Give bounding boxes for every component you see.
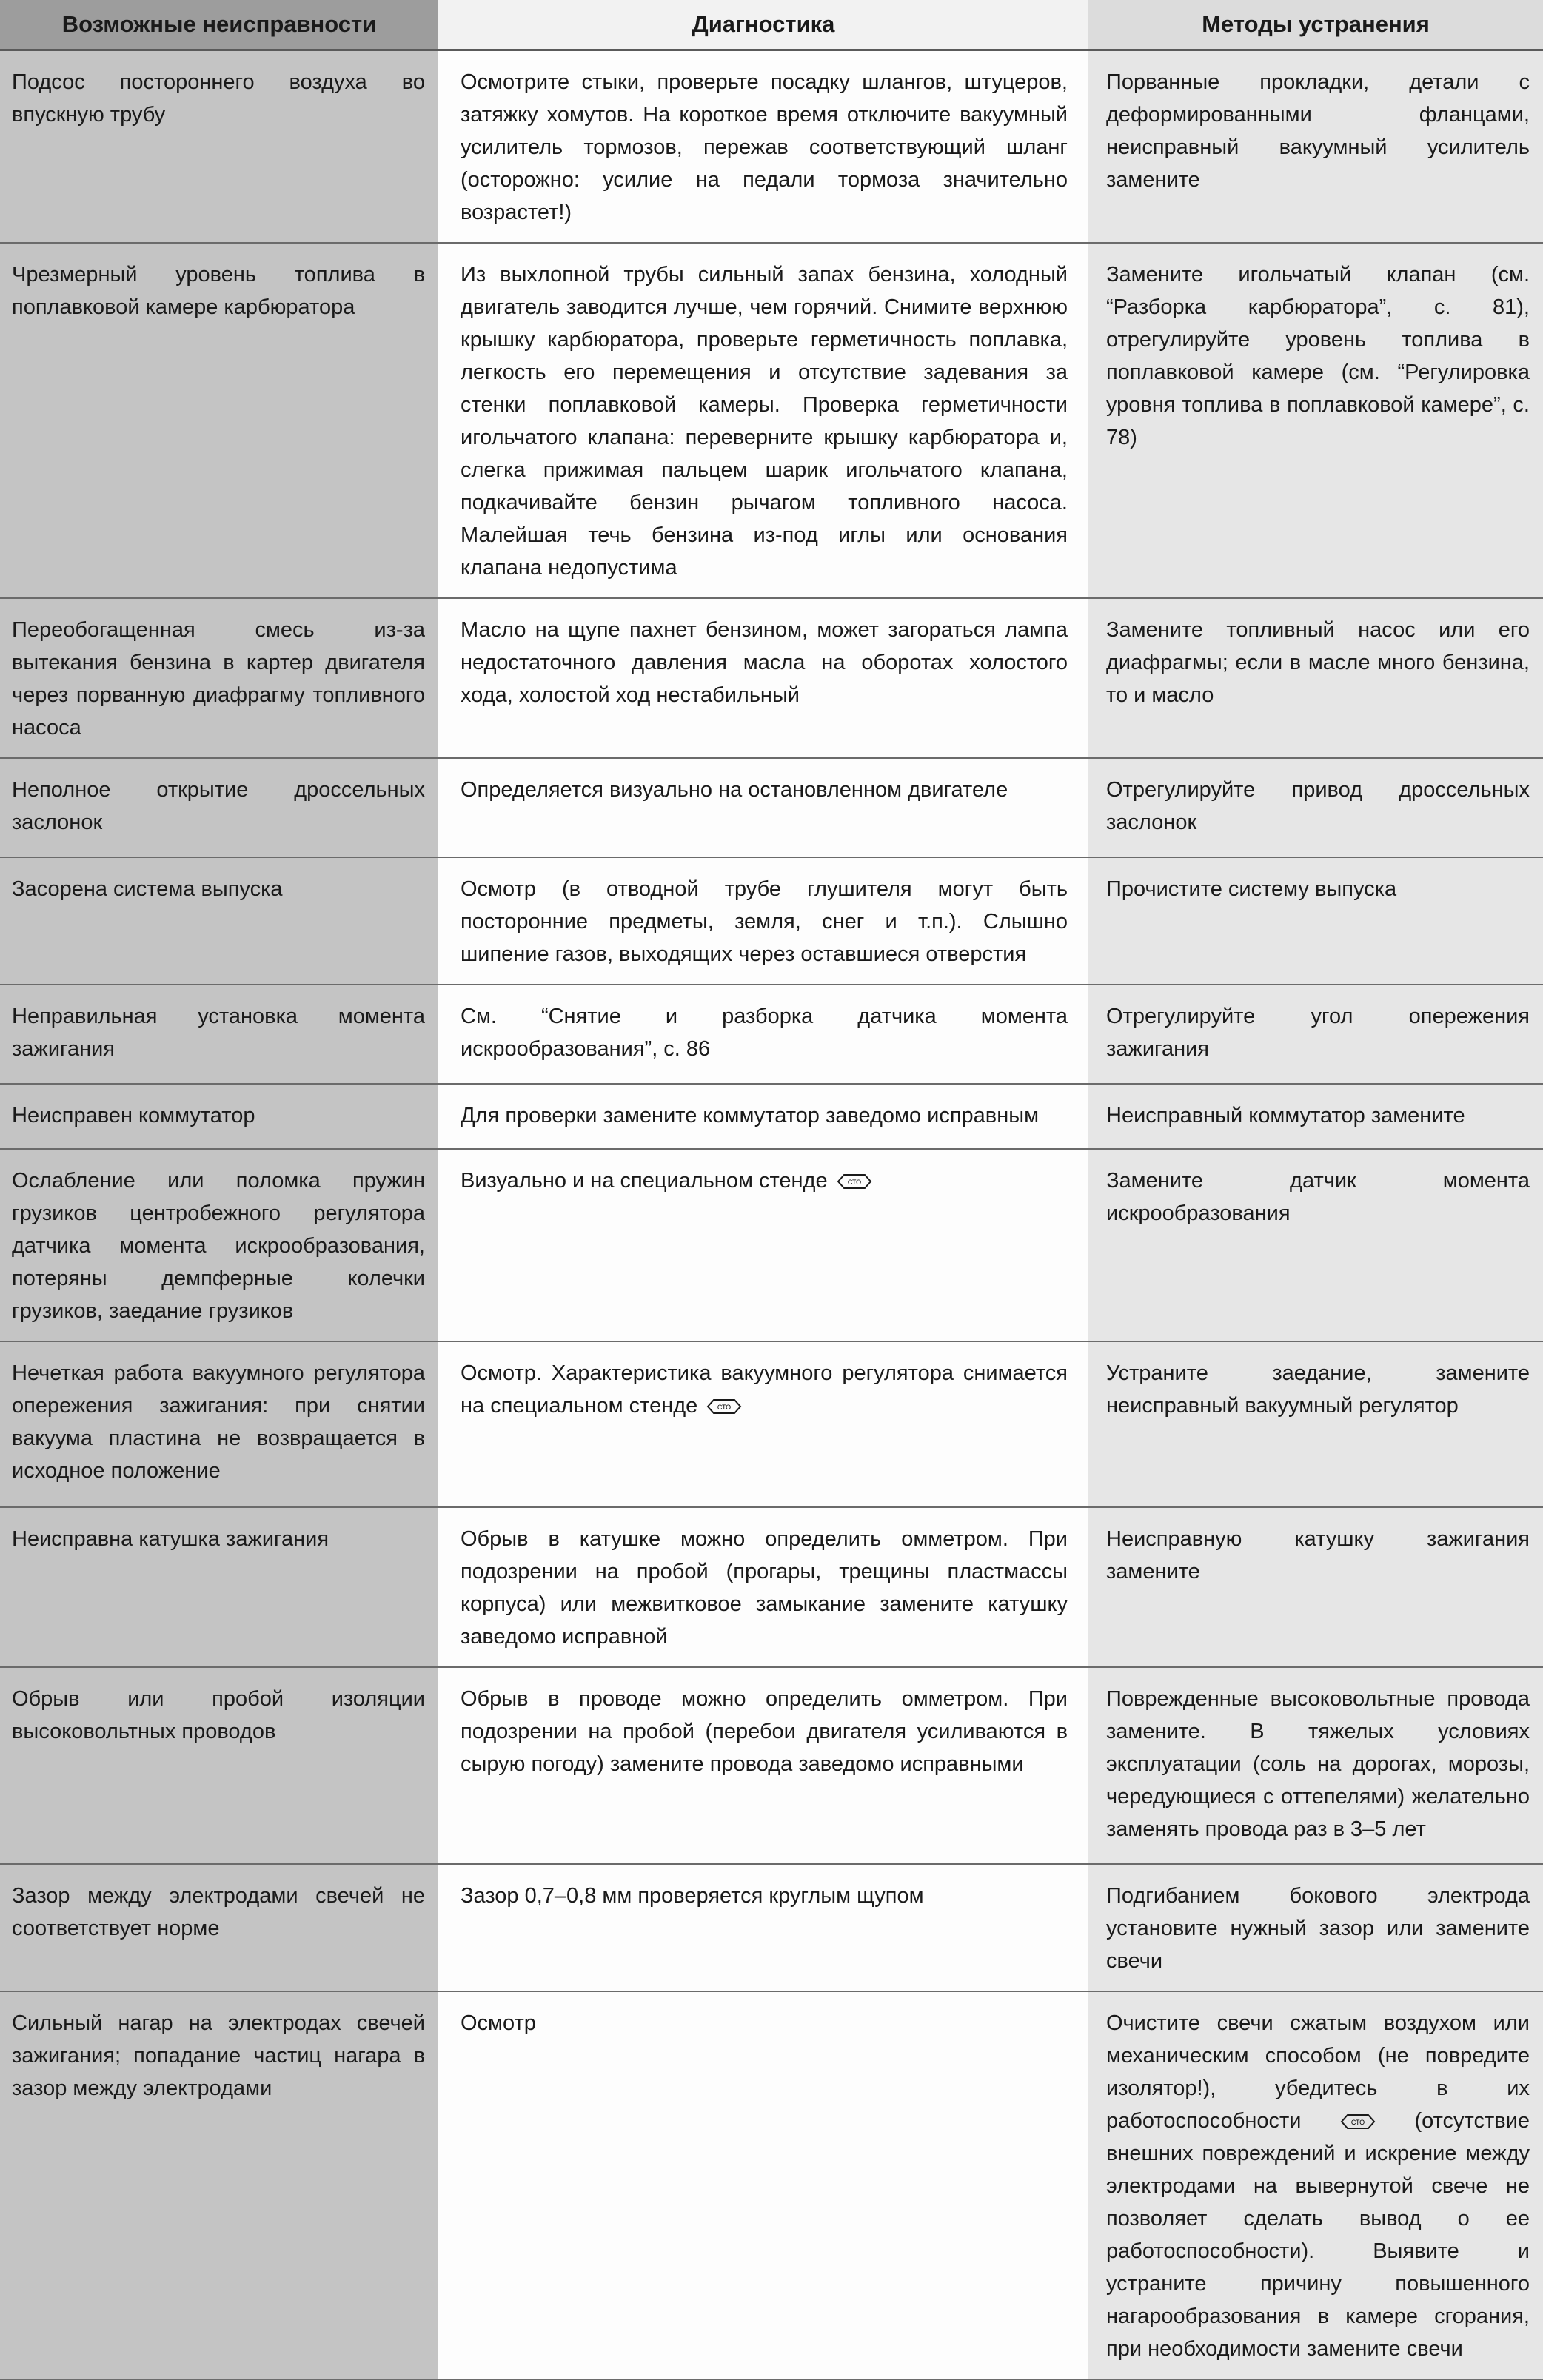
diagnostics-cell bbox=[438, 1149, 1088, 1341]
fault-cell: Зазор между электродами свечей не соответствует норме bbox=[0, 1864, 438, 1991]
fault-cell: Нечеткая работа вакуумного регулятора опережения зажигания: при снятии вакуума пластина не возвращается в исходное положение bbox=[0, 1341, 438, 1507]
diagnostics-cell: Для проверки замените коммутатор заведомо исправным bbox=[438, 1084, 1088, 1149]
header-remedies: Методы устранения bbox=[1088, 0, 1543, 50]
fault-cell: Сильный нагар на электродах свечей зажигания; попадание частиц нагара в зазор между электродами bbox=[0, 1991, 438, 2379]
remedy-cell: Замените датчик момента искрообразования bbox=[1088, 1149, 1543, 1341]
diagnostics-cell: Масло на щупе пахнет бензином, может загораться лампа недостаточного давления масла на оборотах холостого хода, холостой ход нестабильный bbox=[438, 598, 1088, 758]
remedy-text-continued: (отсутствие внешних повреждений и искрение между электродами на вывернутой свече не позволяет сделать вывод о ее работоспособности). Выявите и устраните причину повышенного нагарообразования в камере сгорания, при необходимости замените свечи bbox=[1106, 2109, 1530, 2361]
service-station-label: СТО bbox=[1350, 2119, 1365, 2127]
service-station-icon bbox=[706, 1398, 742, 1415]
remedy-cell: Поврежденные высоковольтные провода замените. В тяжелых условиях эксплуатации (соль на дорогах, морозы, чередующиеся с оттепелями) желательно заменять провода раз в 3–5 лет bbox=[1088, 1667, 1543, 1864]
diagnostics-cell bbox=[438, 1341, 1088, 1507]
table-row bbox=[0, 1667, 1543, 1864]
table-row bbox=[0, 1084, 1543, 1149]
diagnostics-cell: Обрыв в проводе можно определить омметром. При подозрении на пробой (перебои двигателя усиливаются в сырую погоду) замените провода заведомо исправными bbox=[438, 1667, 1088, 1864]
service-station-icon bbox=[1340, 2113, 1376, 2130]
table-row bbox=[0, 1864, 1543, 1991]
fault-cell: Подсос постороннего воздуха во впускную трубу bbox=[0, 50, 438, 244]
fault-cell: Неисправна катушка зажигания bbox=[0, 1507, 438, 1667]
table-header-row bbox=[0, 0, 1543, 50]
table-row bbox=[0, 985, 1543, 1084]
diagnostics-cell: Осмотр (в отводной трубе глушителя могут быть посторонние предметы, земля, снег и т.п.). Слышно шипение газов, выходящих через оставшиеся отверстия bbox=[438, 857, 1088, 985]
remedy-cell: Порванные прокладки, детали с деформированными фланцами, неисправный вакуумный усилитель замените bbox=[1088, 50, 1543, 244]
diagnostics-text: Визуально и на специальном стенде bbox=[461, 1169, 828, 1193]
diagnostics-cell: Зазор 0,7–0,8 мм проверяется круглым щупом bbox=[438, 1864, 1088, 1991]
diagnostics-text: Осмотр. Характеристика вакуумного регулятора снимается на специальном стенде bbox=[461, 1361, 1068, 1418]
remedy-cell: Прочистите систему выпуска bbox=[1088, 857, 1543, 985]
remedy-cell: Замените топливный насос или его диафрагмы; если в масле много бензина, то и масло bbox=[1088, 598, 1543, 758]
remedy-cell: Отрегулируйте привод дроссельных заслонок bbox=[1088, 758, 1543, 857]
table-row bbox=[0, 1149, 1543, 1341]
diagnostics-cell: Обрыв в катушке можно определить омметром. При подозрении на пробой (прогары, трещины пластмассы корпуса) или межвитковое замыкание замените катушку заведомо исправной bbox=[438, 1507, 1088, 1667]
diagnostics-cell: Осмотрите стыки, проверьте посадку шлангов, штуцеров, затяжку хомутов. На короткое время отключите вакуумный усилитель тормозов, пережав соответствующий шланг (осторожно: усилие на педали тормоза значительно возрастет!) bbox=[438, 50, 1088, 244]
service-station-label: СТО bbox=[847, 1179, 861, 1187]
table-row bbox=[0, 758, 1543, 857]
service-station-icon bbox=[837, 1173, 872, 1190]
remedy-cell: Отрегулируйте угол опережения зажигания bbox=[1088, 985, 1543, 1084]
remedy-cell bbox=[1088, 1991, 1543, 2379]
remedy-cell: Подгибанием бокового электрода установите нужный зазор или замените свечи bbox=[1088, 1864, 1543, 1991]
remedy-cell: Неисправный коммутатор замените bbox=[1088, 1084, 1543, 1149]
diagnostics-cell: Из выхлопной трубы сильный запах бензина, холодный двигатель заводится лучше, чем горячий. Снимите верхнюю крышку карбюратора, проверьте герметичность поплавка, легкость его перемещения и отсутствие задевания за стенки поплавковой камеры. Проверка герметичности игольчатого клапана: переверните крышку карбюратора и, слегка прижимая пальцем шарик игольчатого клапана, подкачивайте бензин рычагом топливного насоса. Малейшая течь бензина из-под иглы или основания клапана недопустима bbox=[438, 243, 1088, 598]
remedy-cell: Неисправную катушку зажигания замените bbox=[1088, 1507, 1543, 1667]
fault-cell: Неисправен коммутатор bbox=[0, 1084, 438, 1149]
table-row bbox=[0, 243, 1543, 598]
fault-cell: Ослабление или поломка пружин грузиков центробежного регулятора датчика момента искрообразования, потеряны демпферные колечки грузиков, заедание грузиков bbox=[0, 1149, 438, 1341]
table-row bbox=[0, 50, 1543, 244]
fault-cell: Чрезмерный уровень топлива в поплавковой камере карбюратора bbox=[0, 243, 438, 598]
diagnostics-cell: Осмотр bbox=[438, 1991, 1088, 2379]
fault-cell: Обрыв или пробой изоляции высоковольтных проводов bbox=[0, 1667, 438, 1864]
diagnostics-cell: См. “Снятие и разборка датчика момента искрообразования”, с. 86 bbox=[438, 985, 1088, 1084]
header-diagnostics: Диагностика bbox=[438, 0, 1088, 50]
table-row bbox=[0, 1341, 1543, 1507]
service-station-label: СТО bbox=[717, 1404, 732, 1412]
diagnostics-cell: Определяется визуально на остановленном двигателе bbox=[438, 758, 1088, 857]
fault-cell: Неправильная установка момента зажигания bbox=[0, 985, 438, 1084]
remedy-cell: Устраните заедание, замените неисправный вакуумный регулятор bbox=[1088, 1341, 1543, 1507]
fault-cell: Неполное открытие дроссельных заслонок bbox=[0, 758, 438, 857]
table-row bbox=[0, 1991, 1543, 2379]
header-faults: Возможные неисправности bbox=[0, 0, 438, 50]
remedy-cell: Замените игольчатый клапан (см. “Разборка карбюратора”, с. 81), отрегулируйте уровень топлива в поплавковой камере (см. “Регулировка уровня топлива в поплавковой камере”, с. 78) bbox=[1088, 243, 1543, 598]
table-row bbox=[0, 1507, 1543, 1667]
remedy-text: Очистите свечи сжатым воздухом или механическим способом (не повредите изолятор!), убедитесь в их работоспособности bbox=[1106, 2011, 1530, 2133]
table-row bbox=[0, 598, 1543, 758]
fault-cell: Засорена система выпуска bbox=[0, 857, 438, 985]
fault-cell: Переобогащенная смесь из-за вытекания бензина в картер двигателя через порванную диафрагму топливного насоса bbox=[0, 598, 438, 758]
table-row bbox=[0, 857, 1543, 985]
